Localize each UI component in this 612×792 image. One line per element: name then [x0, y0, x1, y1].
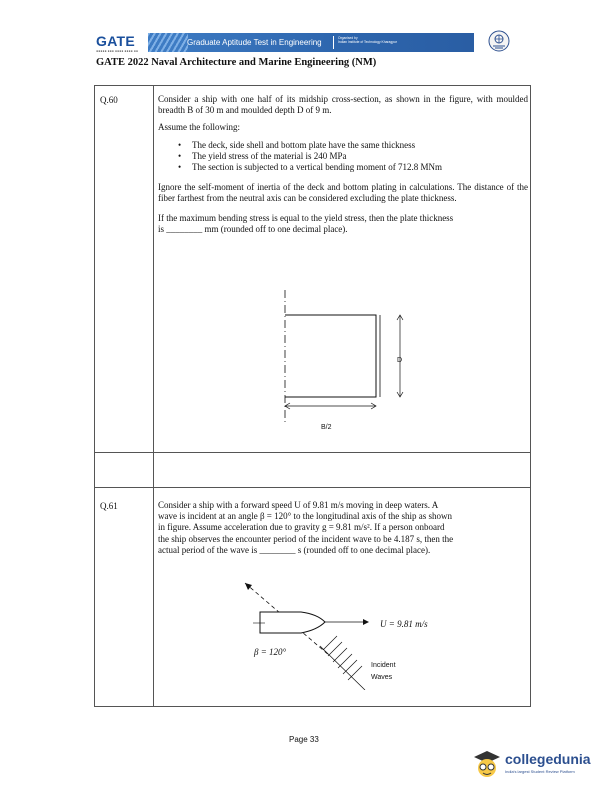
q60-assume: Assume the following: [158, 122, 240, 133]
question-number: Q.61 [100, 501, 118, 511]
table-border-top [94, 85, 531, 86]
table-border-bottom [94, 706, 531, 707]
iit-kharagpur-emblem-icon [488, 30, 510, 52]
q60-question-line-1: If the maximum bending stress is equal to the yield stress, then the plate thickness [158, 212, 454, 223]
q60-question-is: is [158, 223, 165, 234]
brand-name: collegedunia [505, 751, 591, 767]
wave-arrow-icon [245, 583, 252, 590]
q60-intro: Consider a ship with one half of its midship cross-section, as shown in the figure, with moulded breadth B of 30 m and moulded depth D of 9 m. [158, 94, 528, 116]
gate-logo-tagline: ●●●●● ●●● ●●●● ●●●● ●● [96, 49, 138, 53]
angle-label: β = 120° [254, 647, 287, 657]
q60-note: Ignore the self-moment of inertia of the deck and bottom plating in calculations. The distance of the fiber farthest from the neutral axis can be considered excluding the plate thickness. [158, 182, 528, 204]
banner-title: Graduate Aptitude Test in Engineering [187, 38, 322, 47]
collegedunia-logo-icon [470, 748, 504, 782]
ship-icon [260, 612, 325, 633]
question-number: Q.60 [100, 95, 118, 105]
q61-text-line: in figure. Assume acceleration due to gravity g = 9.81 m/s². If a person onboard [158, 522, 445, 533]
list-item: • The yield stress of the material is 240 MPa [158, 151, 528, 162]
q61-text-line: actual period of the wave is ________ s (rounded off to one decimal place). [158, 544, 431, 555]
banner-organizer [338, 36, 397, 44]
q61-text-line: Consider a ship with a forward speed U of 9.81 m/s moving in deep waters. A [158, 500, 439, 510]
list-item: • The section is subjected to a vertical bending moment of 712.8 MNm [158, 162, 528, 173]
answer-blank: ________ [166, 223, 203, 234]
page-title: GATE 2022 Naval Architecture and Marine Engineering (NM) [96, 57, 377, 68]
q60-question-unit: mm (rounded off to one decimal place). [204, 223, 348, 234]
incident-waves-icon [320, 636, 365, 690]
gate-logo: GATE [96, 33, 136, 49]
organizer-name: Indian Institute of Technology Kharagpur [338, 40, 397, 44]
table-row-divider [94, 487, 531, 488]
page-number: Page 33 [289, 735, 319, 744]
table-row-divider [94, 452, 531, 453]
organizer-label: Organised by [338, 36, 358, 40]
table-border-right [530, 85, 531, 707]
depth-label: D [397, 357, 403, 364]
list-item: • The deck, side shell and bottom plate have the same thickness [158, 140, 528, 151]
speed-label: U = 9.81 m/s [380, 619, 428, 629]
waves-label-line-1: Incident [371, 662, 396, 669]
ship-wave-figure [235, 578, 385, 690]
waves-label-line-2: Waves [371, 674, 393, 681]
q61-text-line: the ship observes the encounter period of the incident wave to be 4.187 s, then the [158, 533, 454, 544]
q61-text-line: wave is incident at an angle β = 120° to the longitudinal axis of the ship as shown [158, 511, 452, 522]
table-border-left [94, 85, 95, 707]
question-61-body [158, 500, 528, 556]
table-column-divider [153, 85, 154, 707]
banner-divider [333, 36, 334, 49]
question-60-body [158, 94, 528, 235]
velocity-arrow-icon [363, 619, 369, 625]
brand-tagline: India's largest Student Review Platform [505, 769, 575, 774]
hull-half-section [285, 315, 376, 397]
incident-waves-label [371, 660, 396, 684]
banner-stripes [148, 33, 188, 52]
q60-question-line-2 [158, 224, 528, 235]
q60-assumption-list [158, 140, 528, 174]
breadth-label: B/2 [321, 424, 332, 431]
